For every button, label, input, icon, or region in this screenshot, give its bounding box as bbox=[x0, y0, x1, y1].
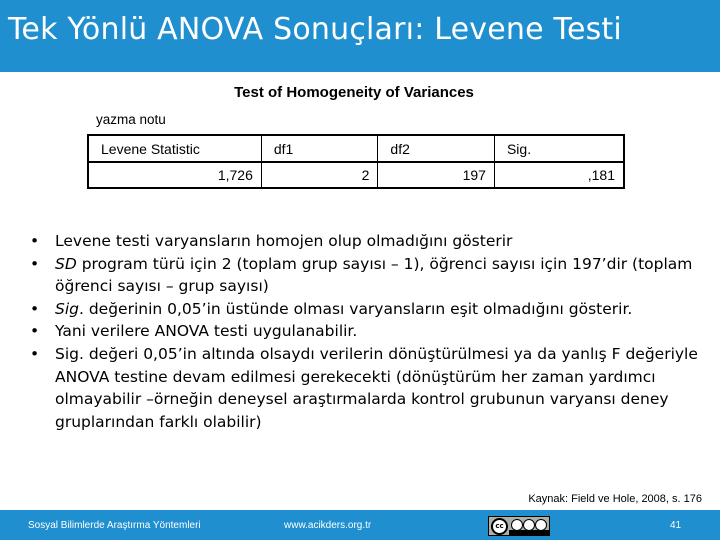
table-header-row bbox=[88, 135, 624, 162]
table-cell-df1: 2 bbox=[261, 162, 378, 188]
list-item-text: program türü için 2 (toplam grup sayısı – 1), öğrenci sayısı için 197’dir (toplam öğrenci sayısı – grup sayısı) bbox=[55, 254, 693, 296]
list-item-emphasis: Sig bbox=[55, 299, 79, 318]
column-header: Sig. bbox=[494, 135, 624, 162]
list-item-emphasis: SD bbox=[55, 254, 77, 273]
spss-table-title bbox=[0, 84, 720, 101]
spss-table-title-text: Test of Homogeneity of Variances bbox=[234, 84, 474, 101]
bullet-glyph: • bbox=[30, 322, 40, 341]
table-cell-df2: 197 bbox=[378, 162, 495, 188]
list-item bbox=[28, 320, 708, 343]
list-item bbox=[28, 230, 708, 253]
license-strip bbox=[509, 530, 550, 535]
cc-logo-icon: cc bbox=[491, 518, 508, 535]
list-item-text: Levene testi varyansların homojen olup olmadığını gösterir bbox=[55, 232, 513, 250]
list-item bbox=[28, 298, 708, 321]
table-cell-levene-statistic: 1,726 bbox=[88, 162, 261, 188]
footer-bar bbox=[0, 510, 720, 540]
bullet-glyph: • bbox=[30, 344, 40, 363]
slide-title: Tek Yönlü ANOVA Sonuçları: Levene Testi bbox=[8, 12, 622, 47]
list-item-text: Sig. değeri 0,05’in altında olsaydı verilerin dönüştürülmesi ya da yanlış F değeriyle ANOVA testine devam edilmesi gerekecekti (dönüştürüm her zaman yardımcı olmayabilir –örneğin deneysel araştırmalarda kontrol grubunun varyansı deney gruplarından farklı olabilir) bbox=[55, 344, 698, 431]
list-item bbox=[28, 253, 708, 298]
column-header: Levene Statistic bbox=[88, 135, 261, 162]
page-number: 41 bbox=[670, 520, 682, 531]
title-bar bbox=[0, 0, 720, 72]
levene-test-table bbox=[87, 134, 625, 189]
list-item-text: Yani verilere ANOVA testi uygulanabilir. bbox=[55, 322, 358, 341]
bullet-list bbox=[28, 230, 708, 433]
spss-variable-name: yazma notu bbox=[96, 112, 166, 127]
table-row bbox=[88, 162, 624, 188]
column-header: df1 bbox=[261, 135, 378, 162]
footer-course-name: Sosyal Bilimlerde Araştırma Yöntemleri bbox=[28, 520, 201, 531]
bullet-glyph: • bbox=[30, 232, 40, 250]
bullet-glyph: • bbox=[30, 299, 40, 318]
list-item-text: . değerinin 0,05’in üstünde olması varyansların eşit olmadığını gösterir. bbox=[78, 299, 633, 318]
table-cell-sig: ,181 bbox=[494, 162, 624, 188]
footer-website-link[interactable]: www.acikders.org.tr bbox=[284, 520, 372, 531]
column-header: df2 bbox=[378, 135, 495, 162]
list-item bbox=[28, 343, 708, 433]
source-citation: Kaynak: Field ve Hole, 2008, s. 176 bbox=[528, 493, 702, 505]
bullet-glyph: • bbox=[30, 254, 40, 273]
creative-commons-license-icon[interactable] bbox=[488, 516, 550, 536]
